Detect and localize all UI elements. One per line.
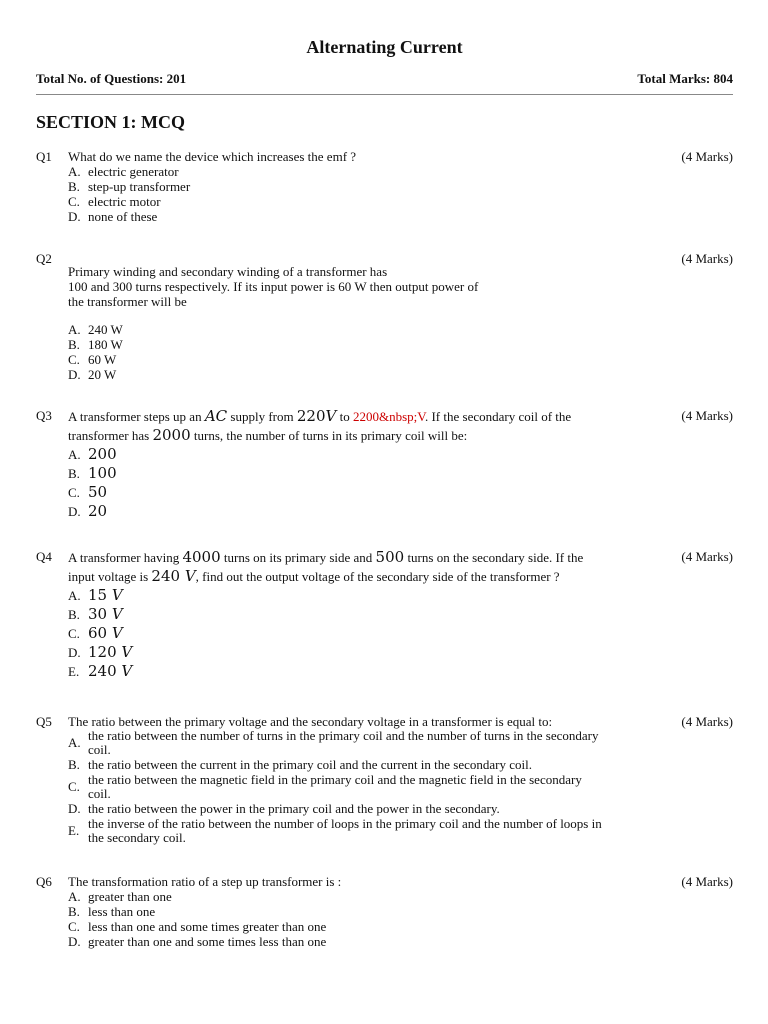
question-stem — [68, 407, 668, 445]
option-letter: D. — [68, 504, 81, 519]
question-number: Q3 — [36, 408, 52, 423]
option-c[interactable] — [68, 352, 628, 367]
option-a[interactable] — [68, 322, 628, 337]
question-stem-line: 100 and 300 turns respectively. If its input power is 60 W then output power of — [68, 279, 479, 294]
question-number: Q2 — [36, 251, 52, 266]
question-marks: (4 Marks) — [681, 874, 733, 889]
option-letter: C. — [68, 485, 80, 500]
option-c[interactable] — [68, 919, 628, 934]
option-letter: E. — [68, 664, 80, 679]
option-letter: B. — [68, 607, 80, 622]
option-a[interactable] — [68, 889, 628, 904]
section-heading: SECTION 1: MCQ — [36, 112, 186, 132]
option-letter: B. — [68, 179, 80, 194]
math-unit-v: V — [325, 407, 337, 425]
stem-text: turns on its primary side and — [220, 550, 376, 565]
option-text: 50 — [88, 483, 108, 501]
option-text: less than one — [88, 904, 156, 919]
option-letter: A. — [68, 164, 81, 179]
option-text: 200 — [88, 445, 117, 463]
option-d[interactable] — [68, 934, 628, 949]
option-unit: V — [111, 605, 123, 623]
question-stem: The ratio between the primary voltage and the secondary voltage in a transformer is equal to: — [68, 714, 553, 729]
option-letter: D. — [68, 934, 81, 949]
option-d[interactable] — [68, 209, 628, 224]
question-number: Q1 — [36, 149, 52, 164]
question-marks: (4 Marks) — [681, 149, 733, 164]
question-stem — [68, 548, 668, 586]
option-text — [88, 586, 123, 605]
total-questions: Total No. of Questions: 201 — [36, 71, 187, 86]
question-marks: (4 Marks) — [681, 549, 733, 564]
option-text: 100 — [88, 464, 117, 482]
option-letter: B. — [68, 757, 80, 772]
option-text: greater than one and some times less than one — [88, 934, 327, 949]
option-line: the ratio between the number of turns in the primary coil and the number of turns in the secondary — [88, 728, 599, 743]
option-text: greater than one — [88, 889, 172, 904]
option-line: the inverse of the ratio between the number of loops in the primary coil and the number of loops in — [88, 816, 602, 831]
option-c[interactable] — [68, 773, 668, 801]
option-letter: D. — [68, 209, 81, 224]
question-stem-line: Primary winding and secondary winding of a transformer has — [68, 264, 388, 279]
option-b[interactable] — [68, 179, 628, 194]
option-letter: A. — [68, 889, 81, 904]
stem-text: supply from — [227, 409, 297, 424]
option-d[interactable] — [68, 367, 628, 382]
option-letter: C. — [68, 352, 80, 367]
math-500: 500 — [375, 548, 405, 566]
option-number: 30 — [88, 605, 112, 623]
option-text — [88, 624, 123, 643]
option-text: electric generator — [88, 164, 179, 179]
option-text: step-up transformer — [88, 179, 191, 194]
header-divider — [36, 94, 733, 95]
option-d[interactable] — [68, 643, 668, 662]
option-letter: C. — [68, 626, 80, 641]
option-c[interactable] — [68, 194, 628, 209]
option-e[interactable] — [68, 817, 668, 845]
option-letter: C. — [68, 779, 80, 794]
question-marks: (4 Marks) — [681, 714, 733, 729]
option-a[interactable] — [68, 729, 668, 757]
option-letter: A. — [68, 447, 81, 462]
question-number: Q4 — [36, 549, 52, 564]
question-number: Q6 — [36, 874, 52, 889]
option-letter: A. — [68, 588, 81, 603]
option-c[interactable] — [68, 624, 668, 643]
option-text — [88, 729, 598, 757]
option-a[interactable] — [68, 445, 668, 464]
option-text: 180 W — [88, 337, 123, 352]
stem-text: A transformer having — [68, 550, 183, 565]
render-error-text: 2200&nbsp;V — [352, 409, 425, 424]
option-a[interactable] — [68, 586, 668, 605]
math-unit-v: V — [184, 567, 196, 585]
option-unit: V — [121, 643, 133, 661]
math-ac: AC — [204, 407, 228, 425]
option-d[interactable] — [68, 802, 668, 816]
option-letter: D. — [68, 645, 81, 660]
option-letter: A. — [68, 735, 81, 750]
option-b[interactable] — [68, 904, 628, 919]
stem-text: A transformer steps up an — [68, 409, 205, 424]
option-letter: E. — [68, 823, 80, 838]
question-marks: (4 Marks) — [681, 251, 733, 266]
option-letter: B. — [68, 466, 80, 481]
option-a[interactable] — [68, 164, 628, 179]
option-text — [88, 662, 132, 681]
option-b[interactable] — [68, 758, 668, 772]
document-title: Alternating Current — [306, 37, 463, 57]
option-b[interactable] — [68, 337, 628, 352]
option-line: the secondary coil. — [88, 830, 186, 845]
option-letter: A. — [68, 322, 81, 337]
question-stem: What do we name the device which increases the emf ? — [68, 149, 357, 164]
option-text: less than one and some times greater than one — [88, 919, 327, 934]
option-text — [88, 773, 582, 801]
math-220: 220 — [296, 407, 326, 425]
option-e[interactable] — [68, 662, 668, 681]
option-b[interactable] — [68, 464, 668, 483]
stem-text: turns, the number of turns in its primary coil will be: — [190, 428, 468, 443]
option-text: 20 — [88, 502, 108, 520]
option-number: 15 — [88, 586, 112, 604]
option-unit: V — [121, 662, 133, 680]
option-text — [88, 605, 123, 624]
option-letter: D. — [68, 801, 81, 816]
option-unit: V — [111, 624, 123, 642]
option-text: 20 W — [88, 367, 117, 382]
option-letter: D. — [68, 367, 81, 382]
stem-text: to — [336, 409, 353, 424]
math-240: 240 — [151, 567, 185, 585]
option-text: electric motor — [88, 194, 161, 209]
total-marks: Total Marks: 804 — [637, 71, 733, 86]
option-letter: B. — [68, 904, 80, 919]
option-text: none of these — [88, 209, 158, 224]
stem-text: transformer has — [68, 428, 153, 443]
option-line: coil. — [88, 786, 111, 801]
option-text — [88, 643, 132, 662]
math-4000: 4000 — [182, 548, 221, 566]
stem-text: input voltage is — [68, 569, 152, 584]
stem-text: . If the secondary coil of the — [424, 409, 572, 424]
option-number: 120 — [88, 643, 122, 661]
option-d[interactable] — [68, 502, 668, 521]
stem-text: turns on the secondary side. If the — [404, 550, 584, 565]
question-stem-line: the transformer will be — [68, 294, 187, 309]
option-c[interactable] — [68, 483, 668, 502]
option-letter: C. — [68, 919, 80, 934]
option-line: coil. — [88, 742, 111, 757]
option-letter: C. — [68, 194, 80, 209]
question-number: Q5 — [36, 714, 52, 729]
option-number: 60 — [88, 624, 112, 642]
option-text — [88, 817, 602, 845]
option-text: the ratio between the power in the primary coil and the power in the secondary. — [88, 801, 500, 816]
math-2000: 2000 — [152, 426, 191, 444]
option-b[interactable] — [68, 605, 668, 624]
option-unit: V — [111, 586, 123, 604]
option-text: the ratio between the current in the primary coil and the current in the secondary coil. — [88, 757, 532, 772]
question-stem: The transformation ratio of a step up transformer is : — [68, 874, 342, 889]
option-line: the ratio between the magnetic field in the primary coil and the magnetic field in the secondary — [88, 772, 582, 787]
option-letter: B. — [68, 337, 80, 352]
option-number: 240 — [88, 662, 122, 680]
question-marks: (4 Marks) — [681, 408, 733, 423]
option-text: 60 W — [88, 352, 117, 367]
stem-text: , find out the output voltage of the secondary side of the transformer ? — [195, 569, 560, 584]
option-text: 240 W — [88, 322, 123, 337]
